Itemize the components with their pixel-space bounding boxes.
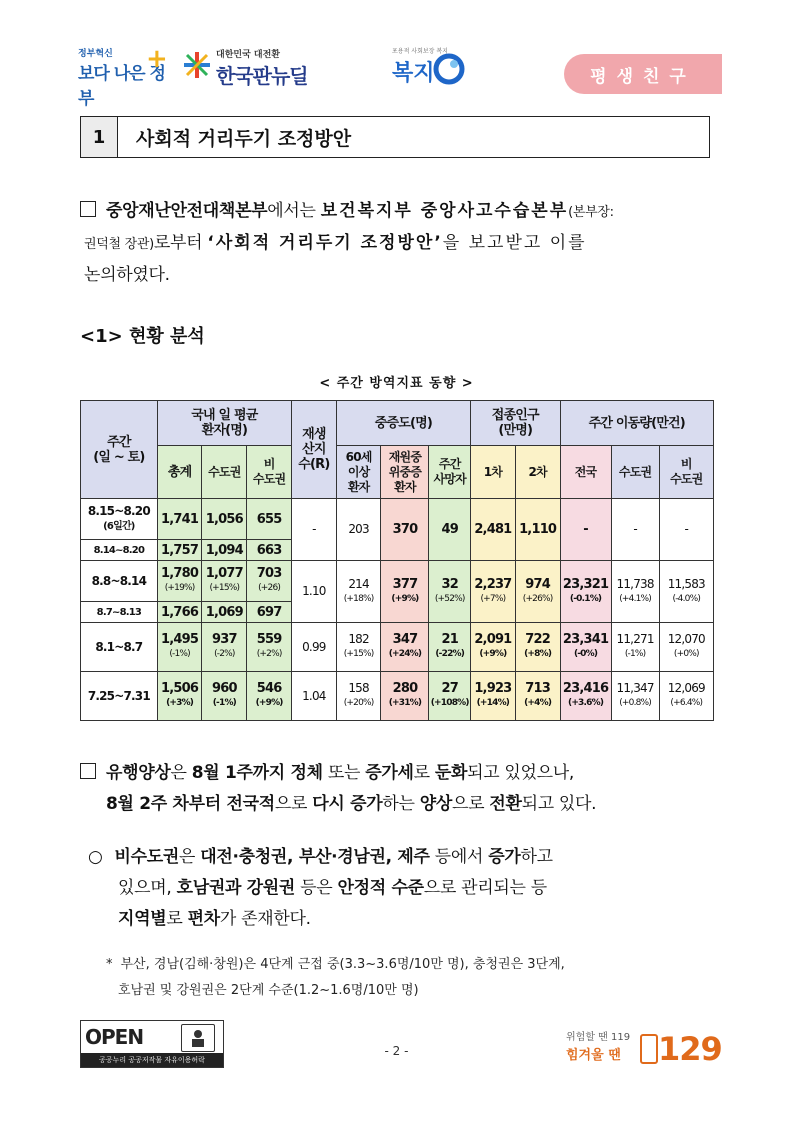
hotline-logo — [566, 1022, 722, 1068]
region-bold: 비수도권 — [114, 847, 180, 867]
pct: (+31%) — [388, 698, 422, 708]
trend-text: 은 — [170, 763, 192, 783]
severe-cell: 370 — [381, 499, 429, 561]
intro-line-1 — [80, 196, 714, 228]
trend-bold: 8월 2주 차부터 전국적 — [106, 794, 275, 814]
trend-line-2 — [80, 789, 720, 820]
period-cell: 8.1~8.7 — [81, 623, 158, 672]
table-subheader-row — [81, 446, 714, 499]
hotline-line1: 위험할 땐 119 — [566, 1032, 631, 1043]
value: 960 — [211, 681, 237, 696]
checkbox-bullet-icon — [80, 763, 96, 779]
logo1-big-text: 보다 나은 정부 — [78, 64, 165, 109]
value: 703 — [256, 566, 282, 581]
pct: (+6.4%) — [670, 698, 703, 708]
header-deaths — [429, 446, 471, 499]
table-row — [81, 499, 714, 540]
header-noncapital — [247, 446, 292, 499]
header-text: 이상 — [347, 464, 370, 479]
section-title-box — [80, 116, 710, 158]
intro-text: (본부장: — [568, 205, 614, 220]
intro-text: 을 보고받고 이를 — [442, 233, 587, 253]
value: 23,321 — [562, 576, 609, 592]
header-period — [81, 401, 158, 499]
header-text: 재원중 — [388, 449, 422, 464]
mob-nation-cell — [560, 672, 611, 721]
footnote — [106, 952, 720, 1004]
pct: (+3.6%) — [568, 698, 604, 708]
dose1-cell — [471, 672, 516, 721]
dose2-cell: 1,110 — [515, 499, 560, 561]
value: 21 — [441, 632, 458, 647]
header-text: (만명) — [498, 423, 533, 438]
value: 27 — [441, 681, 458, 696]
mob-capital-cell: - — [611, 499, 659, 561]
deaths-cell — [429, 672, 471, 721]
region-text: 로 — [166, 909, 188, 929]
mob-noncapital-cell — [659, 623, 713, 672]
total-cell — [157, 672, 202, 721]
total-cell: 1,741 — [157, 499, 202, 540]
value: 11,271 — [616, 632, 654, 646]
value: 722 — [525, 632, 550, 647]
header-text: 환자 — [347, 479, 370, 494]
age60-cell — [336, 672, 381, 721]
region-text: 등은 — [295, 878, 338, 898]
header-text: 수(R) — [298, 457, 330, 472]
value: 280 — [392, 681, 418, 696]
value: 1,077 — [205, 566, 243, 581]
pct: (-4.0%) — [672, 593, 701, 604]
region-bold: 증가 — [488, 847, 521, 867]
plus-icon: + — [146, 44, 168, 74]
pct: (+24%) — [388, 649, 422, 659]
trend-bold: 증가세 — [365, 763, 414, 783]
rt-cell: - — [291, 499, 336, 561]
region-bold: 대전·충청권, 부산·경남권, 제주 — [200, 847, 430, 867]
value: 559 — [256, 632, 282, 647]
age60-cell: 203 — [336, 499, 381, 561]
value: 214 — [348, 576, 369, 591]
trend-text: 로 — [413, 763, 435, 783]
pct: (+18%) — [343, 593, 374, 604]
capital-cell — [202, 623, 247, 672]
noncapital-cell — [247, 672, 292, 721]
header-text: 비 — [263, 457, 275, 471]
pct: (+9%) — [255, 698, 283, 708]
pct: (+8%) — [524, 649, 552, 659]
mob-capital-cell — [611, 623, 659, 672]
value: 713 — [525, 681, 550, 696]
trend-paragraph — [80, 758, 720, 820]
value: 937 — [211, 632, 237, 647]
trend-text: 또는 — [322, 763, 366, 783]
weekly-indicator-table — [80, 400, 714, 721]
footnote-text: 부산, 경남(김해·창원)은 4단계 근접 중(3.3~3.6명/10만 명), 충청권은 3단계, — [120, 957, 565, 972]
header-rt — [291, 401, 336, 499]
header-text: 60세 — [345, 449, 372, 464]
logo1-small-text: 정부혁신 — [78, 49, 113, 59]
region-bold: 편차 — [187, 909, 220, 929]
table-row — [81, 561, 714, 602]
severe-cell — [381, 561, 429, 623]
severe-cell — [381, 623, 429, 672]
header-dose1: 1차 — [471, 446, 516, 499]
value: 158 — [348, 681, 369, 695]
pct: (+20%) — [343, 698, 374, 708]
header-text: (일 ~ 토) — [93, 449, 145, 465]
pct: (-1%) — [169, 649, 190, 659]
period-cell — [81, 499, 158, 540]
header-severe — [381, 446, 429, 499]
value: 32 — [441, 576, 458, 592]
logo3-small-text: 포용적 사회보장 복지 — [392, 48, 448, 55]
severe-cell — [381, 672, 429, 721]
mob-nation-cell — [560, 561, 611, 623]
table-row — [81, 672, 714, 721]
logo2-small-text: 대한민국 대전환 — [216, 50, 280, 60]
age60-cell — [336, 623, 381, 672]
alt-capital-cell: 1,069 — [202, 602, 247, 623]
dose2-cell — [515, 672, 560, 721]
footnote-line-1 — [106, 952, 720, 978]
header-text: 산지 — [302, 442, 326, 457]
intro-line-2 — [80, 228, 714, 260]
trend-text: 으로 — [274, 794, 313, 814]
open-text: OPEN — [85, 1025, 144, 1049]
pct: (+4%) — [524, 698, 552, 708]
value: 347 — [392, 632, 418, 647]
total-cell — [157, 561, 202, 602]
region-text: 가 존재한다. — [219, 909, 311, 929]
value: 2,091 — [474, 632, 512, 647]
pct: (+19%) — [164, 583, 195, 593]
new-deal-icon — [180, 48, 214, 82]
value: 974 — [525, 576, 550, 592]
header-mob-nation: 전국 — [560, 446, 611, 499]
section-title: 사회적 거리두기 조정방안 — [136, 127, 352, 150]
header-text: 주간 — [438, 457, 461, 471]
open-strip-text: 공공누리 공공저작물 자유이용허락 — [81, 1053, 223, 1067]
value: 23,416 — [562, 681, 609, 696]
region-line-3 — [88, 904, 720, 935]
intro-text: 에서는 — [267, 201, 321, 221]
period-sub-text: (6일간) — [103, 521, 135, 532]
value: 11,347 — [616, 681, 654, 695]
pct: (-0%) — [573, 649, 598, 659]
cdsch-name: 중앙재난안전대책본부 — [106, 201, 268, 221]
trend-bold: 양상 — [419, 794, 452, 814]
pct: (+15%) — [343, 649, 374, 659]
deaths-cell: 49 — [429, 499, 471, 561]
phone-icon — [640, 1034, 658, 1064]
period-cell: 8.8~8.14 — [81, 561, 158, 602]
pct: (-0.1%) — [569, 593, 602, 604]
gov-innovation-logo — [78, 44, 170, 109]
intro-text: 권덕철 장관) — [84, 237, 154, 252]
table-caption: < 주간 방역지표 동향 > — [319, 376, 474, 391]
trend-bold: 다시 증가 — [312, 794, 383, 814]
header-age60 — [336, 446, 381, 499]
value: 2,237 — [474, 576, 512, 592]
trend-bold: 유행양상 — [106, 763, 171, 783]
dose1-cell — [471, 561, 516, 623]
value: 12,070 — [667, 632, 705, 646]
pct: (+0%) — [673, 649, 699, 659]
header-mob-noncapital — [659, 446, 713, 499]
header-text: 수도권 — [670, 472, 703, 486]
header-domestic — [157, 401, 291, 446]
footnote-line-2 — [106, 978, 720, 1004]
cdch-name: 보건복지부 중앙사고수습본부 — [320, 201, 569, 221]
dose2-cell — [515, 623, 560, 672]
capital-cell — [202, 561, 247, 602]
noncapital-cell: 655 — [247, 499, 292, 540]
region-bold: 지역별 — [118, 909, 167, 929]
header-text: 사망자 — [433, 472, 466, 486]
header-vaccination — [471, 401, 561, 446]
region-bold: 안정적 수준 — [337, 878, 424, 898]
rt-cell: 1.04 — [291, 672, 336, 721]
value: 23,341 — [562, 632, 609, 647]
region-text: 있으며, — [118, 878, 177, 898]
header-text: 위중증 — [388, 464, 422, 479]
capital-cell: 1,056 — [202, 499, 247, 540]
period-text: 8.15~8.20 — [87, 504, 150, 518]
header-total: 총계 — [157, 446, 202, 499]
rt-cell: 1.10 — [291, 561, 336, 623]
header-text: 재생 — [302, 427, 326, 442]
asterisk-icon: * — [106, 957, 113, 972]
table-header-row — [81, 401, 714, 446]
total-cell — [157, 623, 202, 672]
welfare-swirl-icon — [432, 52, 466, 86]
status-analysis-heading: <1> 현황 분석 — [80, 326, 205, 347]
logo3-big-text: 복지 — [392, 61, 435, 86]
pct: (+15%) — [209, 583, 240, 593]
value: 377 — [392, 576, 418, 592]
capital-cell — [202, 672, 247, 721]
hotline-line2: 힘겨울 땐 — [566, 1048, 621, 1063]
region-bold: 호남권과 강원권 — [176, 878, 296, 898]
value: 11,738 — [616, 576, 654, 591]
region-line-1 — [88, 842, 720, 873]
mob-nation-cell: - — [560, 499, 611, 561]
header-text: 국내 일 평균 — [191, 408, 258, 423]
value: 11,583 — [667, 576, 705, 591]
dose2-cell — [515, 561, 560, 623]
pct: (+14%) — [476, 698, 510, 708]
pct: (-1%) — [212, 698, 236, 708]
pct: (-1%) — [624, 649, 646, 659]
mob-capital-cell — [611, 561, 659, 623]
mob-noncapital-cell — [659, 672, 713, 721]
footnote-text: 호남권 및 강원권은 2단계 수준(1.2~1.6명/10만 명) — [118, 983, 419, 998]
alt-period-cell: 8.14~8.20 — [81, 540, 158, 561]
header-severity: 중증도(명) — [336, 401, 470, 446]
header-text: 환자 — [394, 479, 416, 494]
trend-bold: 둔화 — [434, 763, 468, 783]
trend-text: 되고 있다. — [521, 794, 597, 814]
header-text: 접종인구 — [491, 408, 539, 423]
pct: (+3%) — [166, 698, 194, 708]
trend-text: 하는 — [382, 794, 420, 814]
pct: (+9%) — [479, 649, 507, 659]
alt-noncapital-cell: 697 — [247, 602, 292, 623]
pct: (+4.1%) — [619, 593, 652, 604]
alt-total-cell: 1,757 — [157, 540, 202, 561]
value: 546 — [256, 681, 282, 696]
plan-name: ‘사회적 거리두기 조정방안’ — [207, 233, 443, 253]
korean-new-deal-logo — [180, 46, 315, 86]
header-text: 수도권 — [252, 472, 286, 486]
trend-text: 되고 있었으나, — [467, 763, 575, 783]
pct: (+52%) — [434, 593, 465, 604]
pct: (-2%) — [214, 649, 235, 659]
pct: (+26) — [258, 583, 281, 593]
region-text: 은 — [179, 847, 201, 867]
rt-cell: 0.99 — [291, 623, 336, 672]
region-line-2 — [88, 873, 720, 904]
value: 12,069 — [667, 681, 705, 695]
age60-cell — [336, 561, 381, 623]
period-cell: 7.25~7.31 — [81, 672, 158, 721]
deaths-cell — [429, 561, 471, 623]
trend-line-1 — [80, 758, 720, 789]
logo2-big-text: 한국판뉴딜 — [216, 64, 308, 88]
lifelong-friend-tag: 평생친구 — [564, 54, 722, 94]
section-number: 1 — [81, 117, 118, 157]
mob-noncapital-cell: - — [659, 499, 713, 561]
region-text: 등에서 — [429, 847, 489, 867]
alt-period-cell: 8.7~8.13 — [81, 602, 158, 623]
deaths-cell — [429, 623, 471, 672]
mob-capital-cell — [611, 672, 659, 721]
header-text: 환자(명) — [201, 423, 248, 438]
pct: (+0.8%) — [619, 698, 652, 708]
circle-bullet-icon: ○ — [88, 847, 103, 867]
page-number: - 2 - — [384, 1044, 409, 1058]
trend-bold: 전환 — [489, 794, 522, 814]
mob-noncapital-cell — [659, 561, 713, 623]
alt-total-cell: 1,766 — [157, 602, 202, 623]
pct: (+2%) — [256, 649, 282, 659]
trend-bold: 8월 1주까지 정체 — [191, 763, 323, 783]
pct: (+7%) — [480, 593, 506, 604]
value: 1,780 — [161, 566, 199, 581]
intro-text: 논의하였다. — [84, 265, 170, 285]
header-text: 주간 — [107, 434, 131, 450]
region-text: 으로 관리되는 등 — [423, 878, 547, 898]
mob-nation-cell — [560, 623, 611, 672]
welfare-logo — [392, 46, 472, 88]
header-dose2: 2차 — [515, 446, 560, 499]
pct: (-22%) — [435, 649, 465, 659]
intro-line-3 — [80, 260, 714, 291]
hotline-number: 129 — [658, 1030, 722, 1068]
trend-text: 으로 — [451, 794, 490, 814]
intro-text: 로부터 — [153, 233, 208, 253]
alt-capital-cell: 1,094 — [202, 540, 247, 561]
dose1-cell: 2,481 — [471, 499, 516, 561]
pct: (+108%) — [430, 698, 469, 708]
value: 1,495 — [161, 632, 199, 647]
value: 1,506 — [161, 681, 199, 696]
header-mob-capital: 수도권 — [611, 446, 659, 499]
intro-paragraph — [80, 196, 714, 291]
noncapital-cell — [247, 623, 292, 672]
region-paragraph — [88, 842, 720, 935]
header-capital: 수도권 — [202, 446, 247, 499]
region-text: 하고 — [520, 847, 553, 867]
pct: (+26%) — [522, 593, 553, 604]
noncapital-cell — [247, 561, 292, 602]
table-row — [81, 623, 714, 672]
alt-noncapital-cell: 663 — [247, 540, 292, 561]
value: 182 — [348, 632, 369, 646]
pct: (+9%) — [391, 593, 419, 604]
header-mobility: 주간 이동량(만건) — [560, 401, 714, 446]
checkbox-bullet-icon — [80, 201, 96, 217]
header-text: 비 — [680, 457, 692, 471]
dose1-cell — [471, 623, 516, 672]
value: 1,923 — [474, 681, 512, 696]
